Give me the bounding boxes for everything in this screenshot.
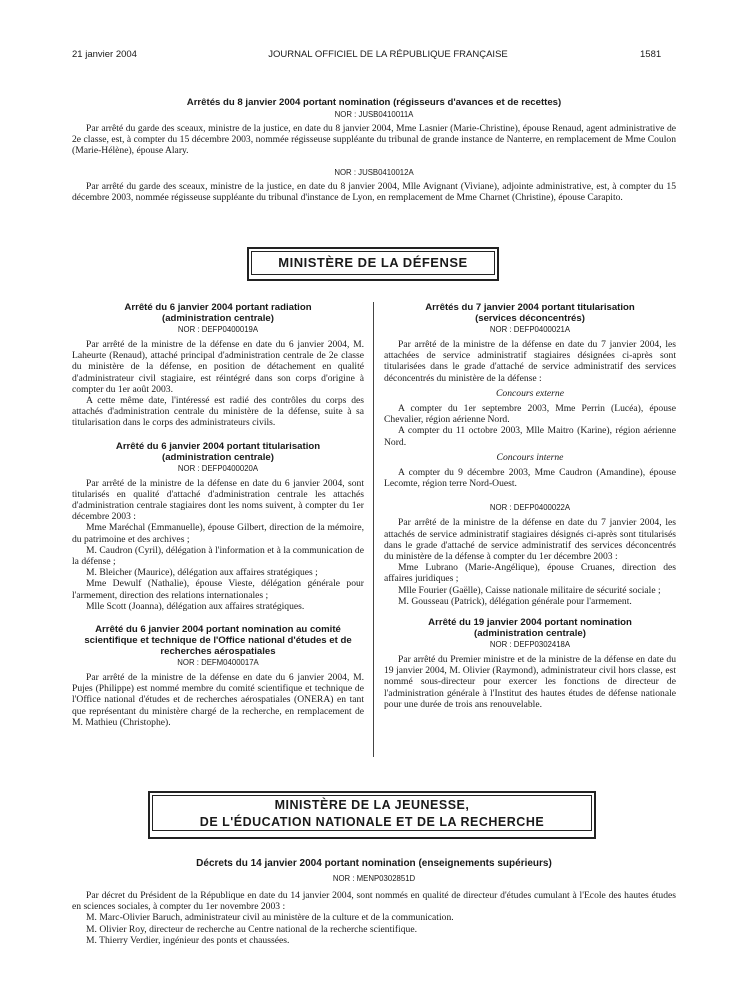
nor-reference: NOR : JUSB0410011A [334, 110, 414, 119]
left-column [72, 302, 364, 728]
section-title: Décrets du 14 janvier 2004 portant nomination (enseignements supérieurs) [196, 858, 552, 869]
article-title: Arrêté du 6 janvier 2004 portant nomination au comité scientifique et technique de l'Office national d'études et de recherches aérospatiales [84, 624, 352, 658]
article-body: Par arrêté de la ministre de la défense en date du 7 janvier 2004, les attachées de service administratif stagiaires désignées ci-après sont titularisées dans le grade d'attaché de service administratif des services déconcentrés du ministère de la défense : Concours externe A compter du 1er septembre 2003, Mme Perrin (Lucéa), épouse Chevalier, région aérienne Nord. A compter du 11 octobre 2003, Mlle Maitro (Karine), région aérienne Nord. Concours interne A compter du 9 décembre 2003, Mme Caudron (Amandine), épouse Lecomte, région terre Nord-Ouest. [384, 339, 676, 490]
right-column [384, 302, 676, 710]
ministry-heading: MINISTÈRE DE LA DÉFENSE [251, 251, 495, 275]
nor-reference: NOR : DEFP0400019A [177, 325, 259, 334]
article-body: Par arrêté de la ministre de la défense en date du 6 janvier 2004, M. Laheurte (Renaud), attaché principal d'administration centrale de 2e classe du ministère de la défense, en position de détachement en qualité d'administrateur civil stagiaire, est réintégré dans son corps d'origine à compter du 1er août 2003. A cette même date, l'intéressé est radié des contrôles du corps des attachés d'administration centrale du ministère de la défense, suite à sa titularisation dans le corps des administrateurs civils. [72, 339, 364, 429]
article-body: Par arrêté de la ministre de la défense en date du 6 janvier 2004, M. Pujes (Philippe) est nommé membre du comité scientifique et technique de l'Office national d'études et de recherches aérospatiales (ONERA) en tant que représentant du ministère chargé de la recherche, en remplacement de M. Mathieu (Christophe). [72, 672, 364, 728]
article-body: Par arrêté de la ministre de la défense en date du 7 janvier 2004, les attachés de service administratif stagiaires désignés ci-après sont titularisés dans le grade d'attaché de service administratif des services déconcentrés du ministère de la défense à compter du 1er décembre 2003 : Mme Lubrano (Marie-Angélique), épouse Cruanes, direction des affaires juridiques ; Mlle Fourier (Gaëlle), Caisse nationale militaire de sécurité sociale ; M. Gousseau (Patrick), délégation générale pour l'armement. [384, 517, 676, 607]
paragraph: Par arrêté du garde des sceaux, ministre de la justice, en date du 8 janvier 2004, Mlle Avignant (Viviane), adjointe administrative, est, à compter du 15 décembre 2003, nommée régisseuse suppléante du tribunal d'instance de Lyon, en remplacement de Mme Charnet (Christine), épouse Carapito. [72, 181, 676, 204]
article-title: Arrêté du 6 janvier 2004 portant radiation (administration centrale) [124, 302, 312, 324]
article-body: Par arrêté de la ministre de la défense en date du 6 janvier 2004, sont titularisés en qualité d'attaché d'administration centrale les attachés d'administration centrale stagiaires dont les noms suivent, à compter du 1er décembre 2003 : Mme Maréchal (Emmanuelle), épouse Gilbert, direction de la mémoire, du patrimoine et des archives ; M. Caudron (Cyril), délégation à l'information et à la communication de la défense ; M. Bleicher (Maurice), délégation aux affaires stratégiques ; Mme Dewulf (Nathalie), épouse Vieste, délégation générale pour l'armement, direction des relations internationales ; Mlle Scott (Joanna), délégation aux affaires stratégiques. [72, 477, 364, 612]
subheading: Concours externe [496, 387, 564, 399]
paragraph: Par arrêté du garde des sceaux, ministre de la justice, en date du 8 janvier 2004, Mme Lasnier (Marie-Christine), épouse Renaud, agent administrative de 2e classe, est, à compter du 15 décembre 2003, nommée régisseuse suppléante du tribunal de grande instance de Nanterre, en remplacement de Mme Coulon (Marie-Hélène), épouse Alary. [72, 123, 676, 157]
nor-reference: NOR : DEFP0400021A [489, 325, 571, 334]
header-date: 21 janvier 2004 [72, 49, 137, 60]
ministry-heading-line: MINISTÈRE DE LA JEUNESSE, [274, 798, 470, 812]
ministry-heading-box [247, 247, 499, 281]
header-page-number: 1581 [640, 49, 662, 60]
nor-reference: NOR : DEFP0400022A [489, 503, 571, 513]
subheading: Concours interne [496, 451, 564, 463]
column-divider [373, 302, 374, 757]
article-title: Arrêtés du 7 janvier 2004 portant titularisation (services déconcentrés) [425, 302, 635, 324]
article-title: Arrêté du 6 janvier 2004 portant titularisation (administration centrale) [115, 440, 321, 463]
article-body: Par décret du Président de la République en date du 14 janvier 2004, sont nommés en qualité de directeur d'études cumulant à l'Ecole des hautes études en sciences sociales, à compter du 1er novembre 2003 : M. Marc-Olivier Baruch, administrateur civil au ministère de la culture et de la communication. M. Olivier Roy, directeur de recherche au Centre national de la recherche scientifique. M. Thierry Verdier, ingénieur des ponts et chaussées. [72, 890, 676, 946]
nor-reference: NOR : DEFM0400017A [177, 658, 259, 668]
nor-reference: NOR : DEFP0302418A [489, 640, 571, 650]
ministry-heading [152, 795, 592, 831]
nor-reference: NOR : MENP0302851D [332, 874, 416, 883]
header-journal: JOURNAL OFFICIEL DE LA RÉPUBLIQUE FRANÇAISE [268, 49, 508, 60]
ministry-heading-line: DE L'ÉDUCATION NATIONALE ET DE LA RECHERCHE [199, 815, 545, 829]
article-body: Par arrêté du Premier ministre et de la ministre de la défense en date du 19 janvier 2004, M. Olivier (Raymond), administrateur civil hors classe, est nommé sous-directeur pour exercer les fonctions de directeur de l'administration générale à l'Institut des hautes études de défense nationale pour une durée de trois ans renouvelable. [384, 654, 676, 710]
section-title: Arrêtés du 8 janvier 2004 portant nomination (régisseurs d'avances et de recettes) [186, 97, 562, 108]
ministry-heading-box [148, 791, 596, 839]
nor-reference: NOR : DEFP0400020A [177, 463, 259, 473]
article-title: Arrêté du 19 janvier 2004 portant nomination (administration centrale) [428, 617, 632, 640]
nor-reference: NOR : JUSB0410012A [334, 168, 414, 177]
